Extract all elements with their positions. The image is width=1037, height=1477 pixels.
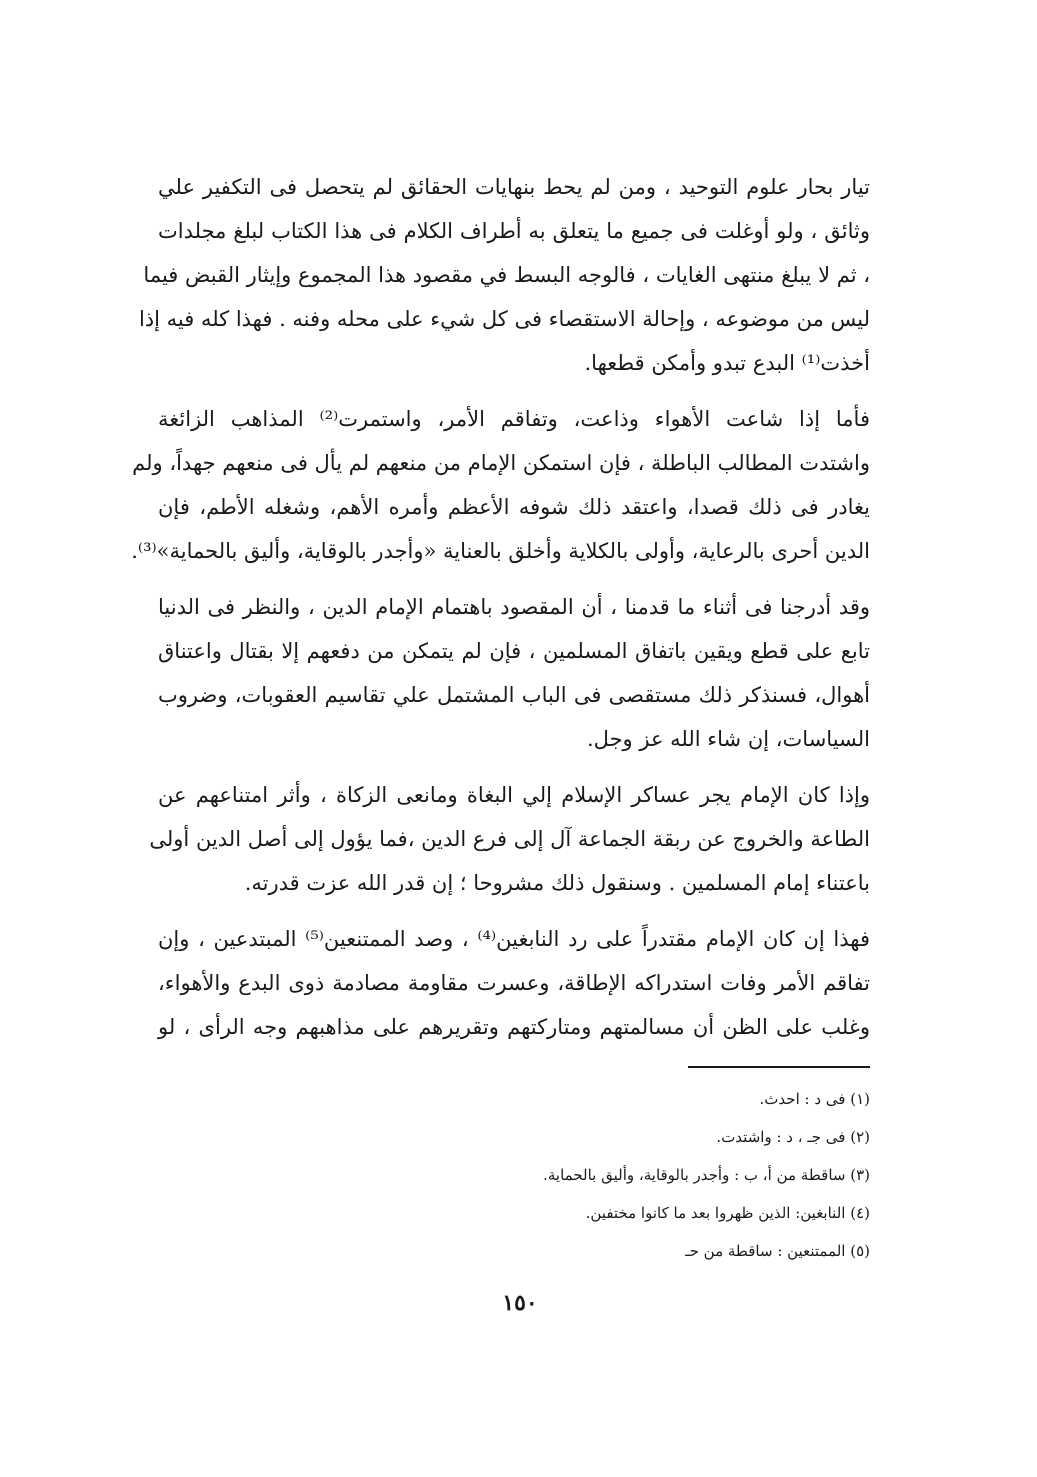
- footnote-3: (٣) ساقطة من أ، ب : وأجدر بالوقاية، وأليق بالحماية.: [543, 1166, 870, 1184]
- text-line: باعتناء إمام المسلمين . وسنقول ذلك مشروحا ؛ إن قدر الله عزت قدرته.: [244, 871, 870, 895]
- paragraph-3: [158, 585, 870, 761]
- footnote-2: (٢) فى جـ ، د : واشتدت.: [716, 1128, 870, 1146]
- text-line: ، ثم لا يبلغ منتهى الغايات ، فالوجه البسط في مقصود هذا المجموع وإيثار القبض فيما: [143, 263, 870, 287]
- paragraph-2: [131, 397, 870, 573]
- text-line: فأما إذا شاعت الأهواء وذاعت، وتفاقم الأمر، واستمرت⁽²⁾ المذاهب الزائغة: [158, 407, 870, 431]
- paragraph-4: [149, 773, 870, 905]
- main-text: [131, 165, 870, 1061]
- paragraph-5: [158, 917, 870, 1049]
- text-line: وإذا كان الإمام يجر عساكر الإسلام إلي البغاة ومانعى الزكاة ، وأثر امتناعهم عن: [158, 783, 870, 807]
- text-line: تيار بحار علوم التوحيد ، ومن لم يحط بنهايات الحقائق لم يتحصل فى التكفير علي: [158, 175, 870, 199]
- text-line: وغلب على الظن أن مسالمتهم ومتاركتهم وتقريرهم على مذاهبهم وجه الرأى ، لو: [158, 1015, 870, 1039]
- text-line: تفاقم الأمر وفات استدراكه الإطاقة، وعسرت مقاومة مصادمة ذوى البدع والأهواء،: [158, 971, 870, 995]
- text-line: الطاعة والخروج عن ربقة الجماعة آل إلى فرع الدين ،فما يؤول إلى أصل الدين أولى: [149, 827, 870, 851]
- footnote-4: (٤) النابغين: الذين ظهروا بعد ما كانوا مختفين.: [585, 1204, 870, 1222]
- footnote-5: (٥) الممتنعين : ساقطة من حـ: [685, 1242, 870, 1260]
- footnote-1: (١) فى د : احدث.: [759, 1090, 870, 1108]
- text-line: تابع على قطع ويقين باتفاق المسلمين ، فإن لم يتمكن من دفعهم إلا بقتال واعتناق: [158, 639, 870, 663]
- text-line: وثائق ، ولو أوغلت فى جميع ما يتعلق به أطراف الكلام فى هذا الكتاب لبلغ مجلدات: [158, 219, 870, 243]
- text-line: السياسات، إن شاء الله عز وجل.: [586, 727, 870, 751]
- footnote-divider: [688, 1066, 870, 1068]
- footnotes: [500, 1080, 870, 1270]
- page-number: ١٥٠: [502, 1290, 538, 1316]
- text-line: فهذا إن كان الإمام مقتدراً على رد النابغين⁽⁴⁾ ، وصد الممتنعين⁽⁵⁾ المبتدعين ، وإن: [158, 927, 870, 951]
- text-line: واشتدت المطالب الباطلة ، فإن استمكن الإمام من منعهم لم يأل فى منعهم جهداً، ولم: [132, 451, 870, 475]
- text-line: وقد أدرجنا فى أثناء ما قدمنا ، أن المقصود باهتمام الإمام الدين ، والنظر فى الدنيا: [158, 595, 870, 619]
- text-line: ليس من موضوعه ، وإحالة الاستقصاء فى كل شيء على محله وفنه . فهذا كله فيه إذا: [138, 307, 870, 331]
- text-line: الدين أحرى بالرعاية، وأولى بالكلاية وأخلق بالعناية «وأجدر بالوقاية، وأليق بالحماية»⁽³⁾.: [131, 539, 870, 563]
- text-line: يغادر فى ذلك قصدا، واعتقد ذلك شوفه الأعظم وأمره الأهم، وشغله الأطم، فإن: [158, 495, 870, 519]
- text-line: أهوال، فسنذكر ذلك مستقصى فى الباب المشتمل علي تقاسيم العقوبات، وضروب: [158, 683, 870, 707]
- text-line: أخذت⁽¹⁾ البدع تبدو وأمكن قطعها.: [584, 351, 870, 375]
- paragraph-1: [138, 165, 870, 385]
